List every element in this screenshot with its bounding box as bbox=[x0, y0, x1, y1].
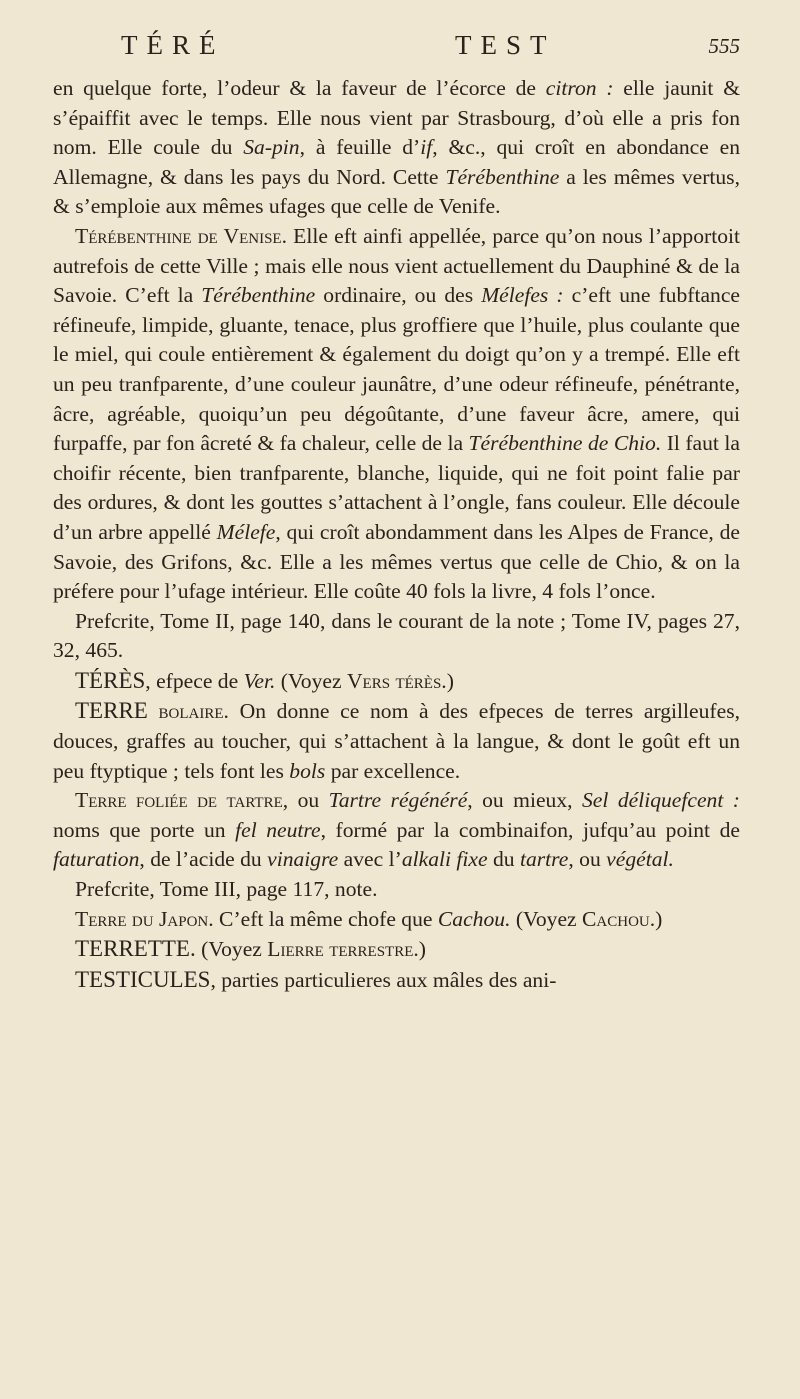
page-number: 555 bbox=[708, 34, 740, 58]
text-run: c’eft une fubftance réfineufe, limpide, gluante, tenace, plus groffiere que l’huile, plus coulante que le miel, qui coule entièrement & également du doigt qu’on y a trempé. Elle eft un peu tranfparente, d’une couleur jaunâtre, d’une odeur réfineufe, pénétrante, âcre, agréable, quoiqu’un peu dégoûtante, d’une faveur âcre, amere, qui furpaffe, par fon âcreté & fa chaleur, celle de la bbox=[53, 283, 740, 456]
paragraph-p2 bbox=[53, 222, 740, 607]
italic-run: Sa-pin bbox=[243, 135, 300, 160]
paragraph-p4 bbox=[53, 666, 740, 697]
italic-run: alkali fixe bbox=[401, 847, 488, 872]
running-head-right: TEST bbox=[455, 30, 556, 60]
text-run: elle jaunit & s’épaiffit avec le temps. Elle nous vient par Strasbourg, d’où elle a pris fon nom. Elle coule du bbox=[53, 76, 740, 160]
italic-run: Sel déliquefcent : bbox=[582, 788, 740, 813]
text-run: du bbox=[487, 847, 520, 872]
text-run: en quelque forte, l’odeur & la faveur de l’écorce de bbox=[53, 76, 546, 100]
text-run: , de l’acide du bbox=[139, 847, 268, 872]
text-run: , efpece de bbox=[145, 668, 244, 693]
text-run: Prefcrite, Tome III, page 117, note. bbox=[75, 877, 378, 902]
small-caps-run: Lierre terrestre. bbox=[267, 937, 419, 962]
italic-run: citron : bbox=[545, 76, 614, 100]
paragraph-p6 bbox=[53, 786, 740, 875]
text-run: Elle eft ainfi appellée, parce qu’on nous l’apportoit autrefois de cette Ville ; mais elle nous vient actuellement du Dauphiné & de la Savoie. C’eft la bbox=[53, 223, 740, 308]
running-head-left: TÉRÉ bbox=[121, 30, 225, 60]
text-run: , à feuille d’ bbox=[299, 135, 421, 160]
paragraph-p1 bbox=[53, 74, 740, 222]
italic-run: Térébenthine de Chio. bbox=[468, 431, 662, 456]
text-run: ordinaire, ou des bbox=[315, 283, 482, 308]
text-run: , parties particulieres aux mâles des ani- bbox=[210, 967, 557, 992]
text-run: , &c., qui croît en abondance en Allemagne, & dans les pays du Nord. Cette bbox=[53, 135, 740, 189]
text-run: noms que porte un bbox=[53, 817, 236, 842]
text-run: par excellence. bbox=[325, 758, 461, 783]
text-run: On donne ce nom à des efpeces de terres argilleufes, douces, graffes au toucher, qui s’attachent à la langue, & dont le goût eft un peu ftyptique ; tels font les bbox=[53, 699, 740, 783]
paragraph-p5 bbox=[53, 696, 740, 786]
italic-run: if bbox=[420, 135, 433, 160]
page-body bbox=[53, 74, 740, 995]
italic-run: fel neutre bbox=[235, 817, 321, 842]
text-run: ) bbox=[446, 668, 454, 693]
text-run: (Voyez bbox=[275, 668, 347, 693]
small-caps-run: bolaire. bbox=[158, 699, 229, 724]
entry-headword: TERRETTE. bbox=[75, 936, 196, 962]
small-caps-run: Térébenthine de Venise. bbox=[75, 223, 287, 248]
text-run: ) bbox=[655, 906, 663, 931]
text-run: , formé par la combinaifon, jufqu’au point de bbox=[320, 817, 740, 842]
paragraph-p9 bbox=[53, 934, 740, 965]
paragraph-p7 bbox=[53, 875, 740, 905]
entry-headword: TESTICULES bbox=[75, 966, 211, 992]
italic-run: bols bbox=[289, 758, 326, 783]
small-caps-run: Terre foliée de tartre, bbox=[75, 788, 289, 813]
italic-run: Mélefes : bbox=[481, 283, 564, 308]
italic-run: vinaigre bbox=[267, 847, 339, 872]
italic-run: faturation bbox=[53, 847, 140, 872]
small-caps-run: Cachou. bbox=[582, 906, 656, 931]
running-head bbox=[53, 30, 740, 74]
entry-headword: TERRE bbox=[75, 698, 148, 724]
text-run: (Voyez bbox=[510, 906, 583, 931]
text-run: , ou bbox=[568, 847, 607, 872]
italic-run: Térébenthine bbox=[445, 164, 560, 189]
text-run: C’eft la même chofe que bbox=[213, 906, 438, 931]
paragraph-p10 bbox=[53, 965, 740, 996]
text-run: , ou mieux, bbox=[467, 788, 582, 813]
italic-run: végétal. bbox=[606, 847, 674, 872]
text-run: a les mêmes vertus, & s’emploie aux mêmes ufages que celle de Venife. bbox=[53, 164, 740, 219]
text-run: Prefcrite, Tome II, page 140, dans le courant de la note ; Tome IV, pages 27, 32, 465. bbox=[53, 608, 740, 663]
text-run: avec l’ bbox=[338, 847, 402, 872]
italic-run: Térébenthine bbox=[201, 283, 316, 308]
italic-run: Tartre régénéré bbox=[328, 788, 468, 813]
italic-run: Mélefe bbox=[216, 519, 276, 544]
text-run: Il faut la choifir récente, bien tranfparente, blanche, liquide, qui ne foit point falie par des ordures, & dont les gouttes s’attachent à l’ongle, fans couleur. Elle découle d’un arbre appellé bbox=[53, 431, 740, 544]
text-run: (Voyez bbox=[195, 937, 268, 962]
text-run bbox=[148, 699, 159, 723]
italic-run: Ver. bbox=[243, 668, 276, 693]
paragraph-p8 bbox=[53, 905, 740, 935]
small-caps-run: Vers térès. bbox=[346, 668, 447, 693]
text-run: ou bbox=[288, 788, 329, 813]
italic-run: Cachou. bbox=[437, 906, 511, 931]
entry-headword: TÉRÈS bbox=[75, 667, 146, 693]
text-run: , qui croît abondamment dans les Alpes de France, de Savoie, des Grifons, &c. Elle a les mêmes vertus que celle de Chio, & on la préfere pour l’ufage intérieur. Elle coûte 40 fols la livre, 4 fols l’once. bbox=[53, 519, 740, 604]
paragraph-p3 bbox=[53, 607, 740, 666]
small-caps-run: Terre du Japon. bbox=[75, 906, 214, 931]
italic-run: tartre bbox=[519, 847, 569, 872]
text-run: ) bbox=[418, 937, 426, 962]
